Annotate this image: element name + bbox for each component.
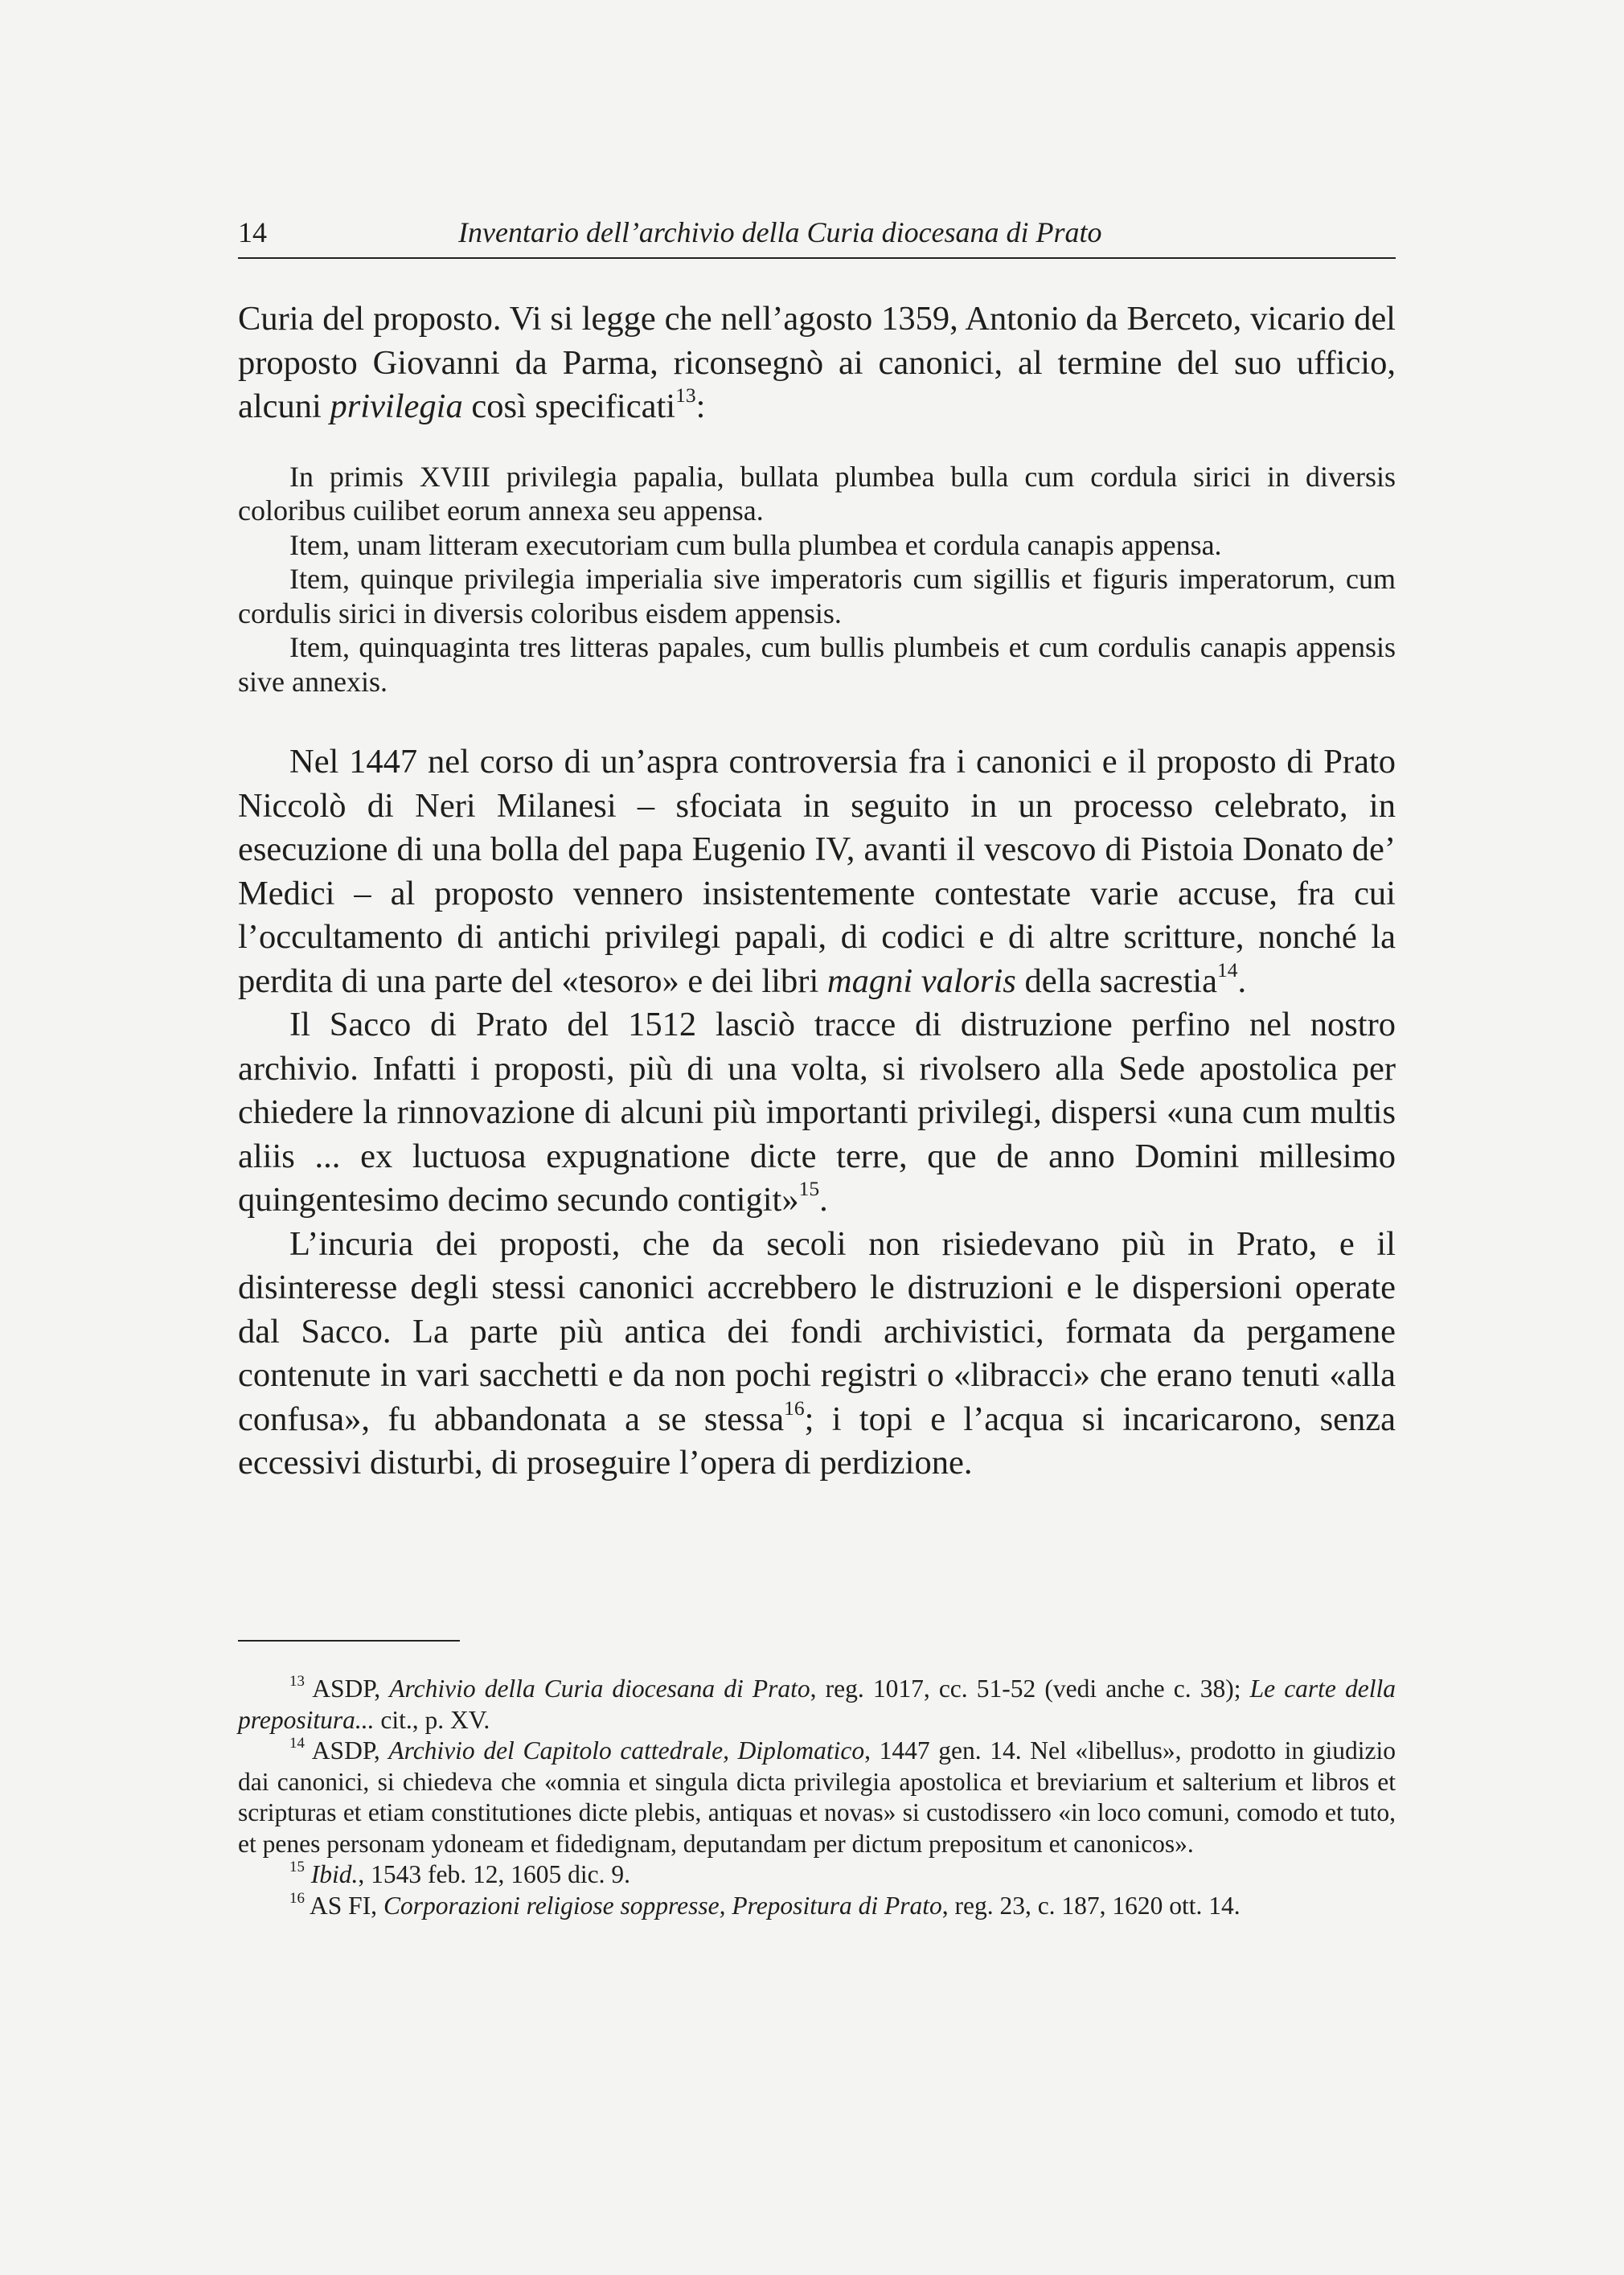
text-run: Il Sacco di Prato del 1512 lasciò tracce di distruzione perfino nel nostro archivio. Infatti i proposti, più di una volta, si rivolsero alla Sede apostolica per chiedere la rinnovazione di alcuni più importanti privilegi, dispersi «una cum multis aliis ... ex luctuosa expugnatione dicte terre, que de anno Domini millesimo quingentesimo decimo secundo contigit» xyxy=(238,1006,1396,1219)
footnote-ref: 15 xyxy=(798,1176,820,1200)
main-text xyxy=(238,297,1396,1486)
italic-run: privilegia xyxy=(330,387,463,425)
block-quote xyxy=(238,460,1396,699)
footnote-number: 16 xyxy=(289,1889,305,1907)
running-title: Inventario dell’archivio della Curia diocesana di Prato xyxy=(458,216,1102,248)
italic-run: Archivio del Capitolo cattedrale, Diplomatico xyxy=(388,1736,865,1765)
text-run: AS FI, xyxy=(304,1891,383,1920)
footnote-ref: 14 xyxy=(1216,957,1238,982)
footnote-number: 15 xyxy=(289,1858,305,1875)
footnote-13 xyxy=(238,1674,1396,1736)
footnote-14 xyxy=(238,1736,1396,1859)
text-run: , 1447 gen. 14. Nel «libellus», prodotto in giudizio dai canonici, si chiedeva che «omnia et singula dicta privilegia apostolica et breviarium et salterium et libros et scripturas et etiam constitutiones dicte plebis, antiquas et novas» si custodissero «in loco comuni, comodo et tuto, et penes personam ydoneam et fidedignam, deputandam per dictum prepositum et canonicos». xyxy=(238,1736,1396,1858)
text-run: Curia del proposto. Vi si legge che nell’agosto 1359, Antonio da Berceto, vicario del proposto Giovanni da Parma, riconsegnò ai canonici, al termine del suo ufficio, alcuni xyxy=(238,300,1396,425)
text-run: cit., p. XV. xyxy=(374,1705,490,1734)
paragraph-intro xyxy=(238,297,1396,429)
paragraph-1447 xyxy=(238,740,1396,1003)
italic-run: Archivio della Curia diocesana di Prato xyxy=(389,1674,810,1703)
text-run: ASDP, xyxy=(304,1674,390,1703)
text-run: L’incuria dei proposti, che da secoli non risiedevano più in Prato, e il disinteresse degli stessi canonici accrebbero le distruzioni e le dispersioni operate dal Sacco. La parte più antica dei fondi archivistici, formata da pergamene contenute in vari sacchetti e da non pochi registri o «libracci» che erano tenuti «alla confusa», fu abbandonata a se stessa xyxy=(238,1224,1396,1438)
footnote-15 xyxy=(238,1859,1396,1891)
footnote-16 xyxy=(238,1891,1396,1922)
text-run: , reg. 23, c. 187, 1620 ott. 14. xyxy=(941,1891,1241,1920)
text-run: ASDP, xyxy=(304,1736,389,1765)
quote-line: Item, quinquaginta tres litteras papales, cum bullis plumbeis et cum cordulis canapis appensis sive annexis. xyxy=(238,631,1396,698)
text-run: : xyxy=(695,387,706,425)
footnote-number: 14 xyxy=(289,1734,305,1752)
running-header xyxy=(238,215,1396,259)
footnotes xyxy=(238,1674,1396,1921)
text-run: . xyxy=(819,1181,828,1219)
text-run: . xyxy=(1237,961,1247,1000)
footnote-separator xyxy=(238,1640,460,1642)
text-run: , 1543 feb. 12, 1605 dic. 9. xyxy=(358,1860,630,1888)
text-run: Nel 1447 nel corso di un’aspra controversia fra i canonici e il proposto di Prato Niccolò di Neri Milanesi – sfociata in seguito in un processo celebrato, in esecuzione di una bolla del papa Eugenio IV, avanti il vescovo di Pistoia Donato de’ Medici – al proposto vennero insistentemente contestate varie accuse, fra cui l’occultamento di antichi privilegi papali, di codici e di altre scritture, nonché la perdita di una parte del «tesoro» e dei libri xyxy=(238,743,1396,1000)
italic-run: Ibid. xyxy=(310,1860,359,1888)
italic-run: Le carte della prepositura... xyxy=(238,1674,1396,1734)
paragraph-incuria xyxy=(238,1223,1396,1486)
quote-line: Item, unam litteram executoriam cum bulla plumbea et cordula canapis appensa. xyxy=(289,528,1222,561)
italic-run: Corporazioni religiose soppresse, Prepositura di Prato xyxy=(383,1891,942,1920)
footnote-ref: 13 xyxy=(675,383,696,407)
text-run: , reg. 1017, cc. 51-52 (vedi anche c. 38); xyxy=(810,1674,1250,1703)
page xyxy=(238,215,1396,1486)
text-run: della sacrestia xyxy=(1015,961,1217,1000)
footnote-ref: 16 xyxy=(784,1396,805,1420)
footnote-number: 13 xyxy=(289,1672,305,1690)
text-run: così specificati xyxy=(462,387,676,425)
quote-line: In primis XVIII privilegia papalia, bullata plumbea bulla cum cordula sirici in diversis coloribus cuilibet eorum annexa seu appensa. xyxy=(238,460,1396,527)
quote-line: Item, quinque privilegia imperialia sive imperatoris cum sigillis et figuris imperatorum, cum cordulis sirici in diversis coloribus eisdem appensis. xyxy=(238,563,1396,629)
italic-run: magni valoris xyxy=(826,961,1016,1000)
text-run: ; i topi e l’acqua si incaricarono, senza eccessivi disturbi, di proseguire l’opera di perdizione. xyxy=(238,1400,1396,1482)
page-number: 14 xyxy=(238,216,267,248)
paragraph-sacco xyxy=(238,1003,1396,1223)
